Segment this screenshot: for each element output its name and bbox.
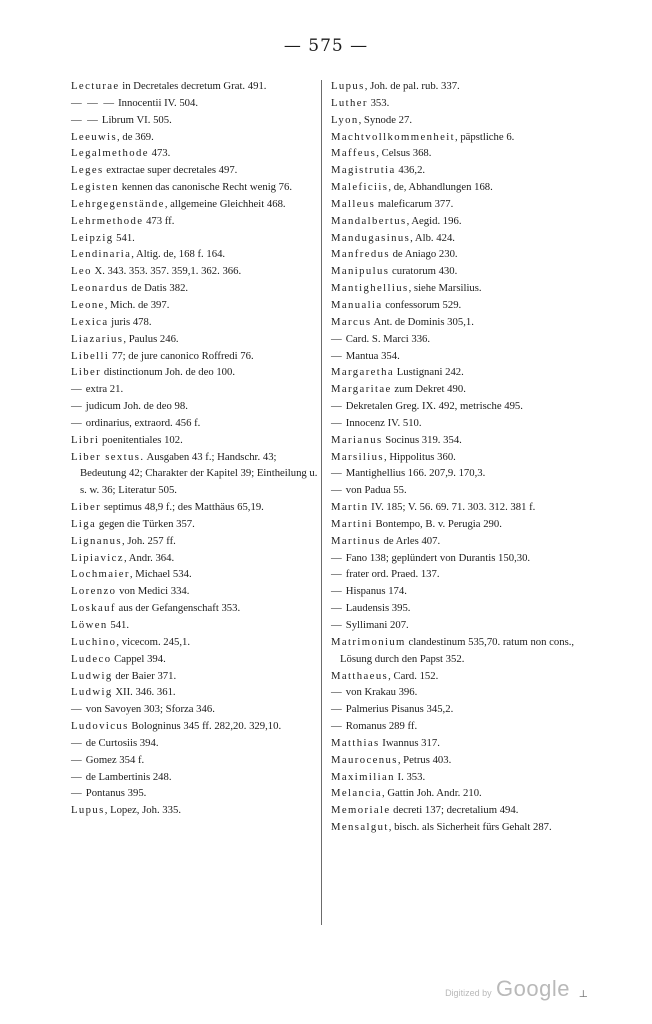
- entry-headword: — —: [71, 113, 100, 126]
- index-entry: [331, 213, 581, 230]
- entry-text: , Michael 534.: [129, 568, 192, 581]
- entry-headword: Matthias: [331, 736, 380, 749]
- entry-text: extra 21.: [83, 383, 124, 396]
- index-entry: [331, 230, 581, 247]
- entry-text: Lustignani 242.: [394, 366, 464, 379]
- entry-headword: Ludovicus: [71, 720, 129, 733]
- index-entry: [71, 145, 319, 162]
- index-entry: [71, 364, 319, 381]
- entry-headword: —: [331, 568, 344, 581]
- index-entry: [331, 129, 581, 146]
- index-entry: [331, 162, 581, 179]
- entry-text: distinctionum Joh. de deo 100.: [101, 366, 236, 379]
- index-entry: [71, 802, 319, 819]
- entry-text: confessorum 529.: [382, 298, 462, 311]
- entry-headword: —: [71, 703, 84, 716]
- entry-headword: Luchino: [71, 635, 117, 648]
- index-entry: [71, 246, 319, 263]
- entry-headword: Maurocenus: [331, 753, 398, 766]
- entry-text: , Aegid. 196.: [406, 214, 462, 227]
- right-index-column: [331, 78, 581, 836]
- entry-text: , Mich. de 397.: [104, 298, 170, 311]
- entry-headword: Margaretha: [331, 366, 395, 379]
- entry-headword: Leone: [71, 298, 105, 311]
- entry-headword: —: [331, 400, 344, 413]
- entry-headword: Liber: [71, 501, 102, 514]
- watermark-prefix: Digitized by: [445, 988, 492, 998]
- index-entry: [331, 583, 581, 600]
- entry-text: Librum VI. 505.: [99, 113, 172, 126]
- entry-text: 473.: [148, 147, 171, 160]
- index-entry: [331, 550, 581, 567]
- index-entry: [331, 364, 581, 381]
- entry-headword: Loskauf: [71, 602, 116, 615]
- index-entry: [331, 415, 581, 432]
- index-entry: [331, 432, 581, 449]
- entry-text: , Joh. 257 ff.: [121, 534, 176, 547]
- entry-text: , Paulus 246.: [123, 332, 179, 345]
- entry-headword: Liazarius: [71, 332, 124, 345]
- index-entry: [331, 499, 581, 516]
- entry-headword: Mandalbertus: [331, 214, 407, 227]
- entry-text: Ant. de Dominis 305,1.: [371, 315, 474, 328]
- entry-headword: —: [71, 383, 84, 396]
- index-entry: [331, 718, 581, 735]
- entry-headword: —: [331, 484, 344, 497]
- entry-text: extractae super decretales 497.: [103, 164, 238, 177]
- entry-headword: Maleficiis: [331, 181, 389, 194]
- entry-text: Bontempo, B. v. Perugia 290.: [372, 517, 502, 530]
- entry-headword: —: [331, 332, 344, 345]
- left-index-column: [71, 78, 319, 819]
- index-entry: [71, 112, 319, 129]
- entry-text: de Curtosiis 394.: [83, 736, 159, 749]
- index-entry: [71, 499, 319, 516]
- entry-headword: Liga: [71, 517, 97, 530]
- index-entry: [71, 179, 319, 196]
- entry-text: kennen das canonische Recht wenig 76.: [119, 181, 293, 194]
- entry-headword: Maffeus: [331, 147, 377, 160]
- entry-headword: —: [331, 619, 344, 631]
- entry-headword: Liber: [71, 366, 102, 379]
- index-entry: [331, 331, 581, 348]
- entry-text: Innocentii IV. 504.: [115, 96, 199, 109]
- entry-text: gegen die Türken 357.: [96, 517, 195, 530]
- index-entry: [331, 112, 581, 129]
- entry-headword: Leo: [71, 265, 92, 278]
- index-entry: [331, 769, 581, 786]
- entry-text: I. 353.: [394, 770, 426, 783]
- entry-headword: Matthaeus: [331, 669, 389, 682]
- entry-headword: Lehrgegenstände: [71, 197, 165, 210]
- index-entry: [71, 196, 319, 213]
- entry-text: judicum Joh. de deo 98.: [83, 400, 188, 413]
- corner-mark: ⊥: [578, 989, 588, 1000]
- index-entry: [71, 769, 319, 786]
- index-entry: [331, 516, 581, 533]
- entry-headword: —: [331, 686, 344, 699]
- entry-text: , bisch. als Sicherheit fürs Gehalt 287.: [388, 821, 552, 834]
- index-entry: [71, 735, 319, 752]
- entry-headword: Lignanus: [71, 534, 122, 547]
- index-entry: [71, 415, 319, 432]
- index-entry: [71, 617, 319, 634]
- index-entry: [331, 600, 581, 617]
- index-entry: [331, 634, 581, 668]
- index-entry: [71, 314, 319, 331]
- index-entry: [71, 331, 319, 348]
- entry-headword: Maximilian: [331, 770, 395, 783]
- google-logo: Google: [496, 976, 570, 1001]
- index-entry: [71, 752, 319, 769]
- index-entry: [71, 213, 319, 230]
- index-entry: [331, 684, 581, 701]
- entry-headword: Martini: [331, 517, 373, 530]
- index-entry: [71, 583, 319, 600]
- entry-text: von Savoyen 303; Sforza 346.: [83, 703, 215, 716]
- entry-headword: —: [71, 736, 84, 749]
- entry-headword: Lendinaria: [71, 248, 132, 261]
- entry-text: zum Dekret 490.: [391, 383, 466, 396]
- entry-headword: Manualia: [331, 298, 383, 311]
- index-entry: [331, 246, 581, 263]
- entry-headword: Marsilius: [331, 450, 384, 463]
- entry-headword: —: [71, 770, 84, 783]
- entry-text: ordinarius, extraord. 456 f.: [83, 416, 201, 429]
- index-entry: [331, 398, 581, 415]
- index-entry: [331, 482, 581, 499]
- entry-headword: Manipulus: [331, 265, 390, 278]
- entry-text: , Celsus 368.: [376, 147, 432, 160]
- entry-text: de Datis 382.: [128, 282, 189, 295]
- entry-text: Ausgaben 43 f.; Handschr. 43; Bedeutung 42; Charakter der Kapitel 39; Eintheilung u. s. w. 36; Literatur 505.: [80, 450, 318, 497]
- entry-headword: Lexica: [71, 315, 109, 328]
- index-entry: [71, 263, 319, 280]
- entry-headword: Malleus: [331, 197, 376, 210]
- entry-headword: Manfredus: [331, 248, 390, 261]
- entry-text: , Andr. 364.: [123, 551, 175, 564]
- entry-text: Fano 138; geplündert von Durantis 150,30.: [343, 551, 531, 564]
- entry-text: IV. 185; V. 56. 69. 71. 303. 312. 381 f.: [368, 501, 536, 514]
- entry-headword: Melancia: [331, 787, 382, 800]
- entry-headword: Lecturae: [71, 80, 120, 92]
- index-entry: [71, 651, 319, 668]
- index-entry: [331, 668, 581, 685]
- entry-text: 541.: [107, 619, 130, 631]
- digitized-by-watermark: [445, 976, 570, 1002]
- index-entry: [71, 398, 319, 415]
- entry-text: Card. S. Marci 336.: [343, 332, 431, 345]
- entry-headword: Magistrutia: [331, 164, 396, 177]
- entry-text: aus der Gefangenschaft 353.: [115, 602, 241, 615]
- index-entry: [331, 752, 581, 769]
- entry-text: 353.: [367, 96, 390, 109]
- entry-headword: Mantighellius: [331, 282, 409, 295]
- entry-text: in Decretales decretum Grat. 491.: [119, 80, 267, 92]
- index-entry: [71, 634, 319, 651]
- index-entry: [71, 785, 319, 802]
- index-entry: [71, 381, 319, 398]
- index-entry: [331, 95, 581, 112]
- entry-headword: Martin: [331, 501, 369, 514]
- entry-text: frater ord. Praed. 137.: [343, 568, 440, 581]
- entry-text: Syllimani 207.: [343, 619, 409, 631]
- entry-headword: Leipzig: [71, 231, 114, 244]
- entry-headword: Margaritae: [331, 383, 392, 396]
- entry-headword: Machtvollkommenheit: [331, 130, 455, 143]
- entry-text: Gomez 354 f.: [83, 753, 145, 766]
- entry-text: , Altig. de, 168 f. 164.: [131, 248, 226, 261]
- index-entry: [331, 179, 581, 196]
- entry-headword: Matrimonium: [331, 635, 406, 648]
- entry-text: Palmerius Pisanus 345,2.: [343, 703, 454, 716]
- index-entry: [71, 668, 319, 685]
- entry-headword: Marianus: [331, 433, 383, 446]
- entry-headword: Martinus: [331, 534, 381, 547]
- entry-text: Iwannus 317.: [379, 736, 440, 749]
- entry-headword: Lipiavicz: [71, 551, 124, 564]
- entry-text: Romanus 289 ff.: [343, 720, 418, 733]
- entry-headword: Marcus: [331, 315, 372, 328]
- entry-headword: —: [331, 720, 344, 733]
- entry-headword: Ludwig: [71, 686, 113, 699]
- entry-headword: Lochmaier: [71, 568, 130, 581]
- entry-headword: Lehrmethode: [71, 214, 144, 227]
- entry-headword: —: [331, 703, 344, 716]
- index-entry: [71, 230, 319, 247]
- entry-text: , Petrus 403.: [397, 753, 452, 766]
- entry-headword: —: [331, 349, 344, 362]
- entry-text: , de, Abhandlungen 168.: [388, 181, 493, 194]
- entry-headword: —: [331, 467, 344, 480]
- entry-headword: —: [71, 400, 84, 413]
- entry-text: , Joh. de pal. rub. 337.: [364, 80, 460, 92]
- index-entry: [71, 162, 319, 179]
- entry-text: 436,2.: [395, 164, 426, 177]
- page-number: — 575 —: [283, 36, 369, 56]
- entry-text: 541.: [113, 231, 135, 244]
- entry-headword: —: [331, 416, 344, 429]
- entry-headword: Leges: [71, 164, 104, 177]
- entry-text: XII. 346. 361.: [112, 686, 176, 699]
- entry-text: der Baier 371.: [112, 669, 177, 682]
- entry-text: Dekretalen Greg. IX. 492, metrische 495.: [343, 400, 523, 413]
- entry-text: , Gattin Joh. Andr. 210.: [381, 787, 482, 800]
- index-entry: [71, 297, 319, 314]
- entry-text: , de 369.: [117, 130, 154, 143]
- entry-text: Mantua 354.: [343, 349, 400, 362]
- entry-headword: Löwen: [71, 619, 108, 631]
- entry-headword: Memoriale: [331, 804, 391, 817]
- entry-headword: Libelli: [71, 349, 110, 362]
- entry-text: de Aniago 230.: [389, 248, 458, 261]
- index-entry: [331, 802, 581, 819]
- entry-headword: Ludwig: [71, 669, 113, 682]
- entry-headword: —: [331, 585, 344, 598]
- entry-text: , vicecom. 245,1.: [116, 635, 191, 648]
- index-entry: [331, 735, 581, 752]
- entry-text: decreti 137; decretalium 494.: [390, 804, 519, 817]
- entry-headword: Lupus: [331, 80, 365, 92]
- index-entry: [331, 566, 581, 583]
- index-entry: [331, 381, 581, 398]
- entry-headword: Lyon: [331, 113, 359, 126]
- index-entry: [71, 684, 319, 701]
- entry-text: , siehe Marsilius.: [408, 282, 482, 295]
- entry-text: maleficarum 377.: [375, 197, 454, 210]
- entry-headword: Libri: [71, 433, 100, 446]
- entry-text: 77; de jure canonico Roffredi 76.: [109, 349, 254, 362]
- index-entry: [331, 297, 581, 314]
- entry-headword: —: [331, 551, 344, 564]
- entry-headword: Leonardus: [71, 282, 129, 295]
- index-entry: [331, 314, 581, 331]
- entry-text: curatorum 430.: [389, 265, 458, 278]
- index-entry: [331, 196, 581, 213]
- entry-headword: Legisten: [71, 181, 120, 194]
- entry-text: de Arles 407.: [380, 534, 441, 547]
- index-entry: [71, 516, 319, 533]
- entry-text: Mantighellius 166. 207,9. 170,3.: [343, 467, 486, 480]
- entry-text: , Synode 27.: [358, 113, 413, 126]
- entry-headword: Ludeco: [71, 652, 112, 665]
- index-entry: [331, 533, 581, 550]
- entry-text: juris 478.: [108, 315, 152, 328]
- entry-text: septimus 48,9 f.; des Matthäus 65,19.: [101, 501, 264, 514]
- entry-text: de Lambertinis 248.: [83, 770, 172, 783]
- entry-text: Hispanus 174.: [343, 585, 407, 598]
- index-entry: [331, 701, 581, 718]
- entry-text: Innocenz IV. 510.: [343, 416, 422, 429]
- entry-text: , Alb. 424.: [410, 231, 455, 244]
- index-entry: [331, 145, 581, 162]
- entry-text: Laudensis 395.: [343, 602, 411, 615]
- entry-headword: Luther: [331, 96, 368, 109]
- entry-text: , Card. 152.: [388, 669, 439, 682]
- entry-text: Cappel 394.: [111, 652, 166, 665]
- entry-headword: Lorenzo: [71, 585, 117, 598]
- index-entry: [71, 701, 319, 718]
- index-entry: [331, 348, 581, 365]
- index-entry: [71, 129, 319, 146]
- index-entry: [331, 449, 581, 466]
- entry-text: clandestinum 535,70. ratum non cons., Lösung durch den Papst 352.: [340, 635, 575, 665]
- entry-text: 473 ff.: [143, 214, 175, 227]
- entry-headword: —: [71, 753, 84, 766]
- index-entry: [71, 566, 319, 583]
- entry-text: X. 343. 353. 357. 359,1. 362. 366.: [91, 265, 242, 278]
- index-entry: [71, 78, 319, 95]
- entry-headword: —: [71, 787, 84, 800]
- entry-headword: Liber sextus.: [71, 450, 145, 463]
- entry-headword: —: [331, 602, 344, 615]
- entry-text: Bologninus 345 ff. 282,20. 329,10.: [128, 720, 282, 733]
- index-entry: [331, 465, 581, 482]
- index-entry: [331, 785, 581, 802]
- index-entry: [71, 550, 319, 567]
- entry-text: poenitentiales 102.: [99, 433, 183, 446]
- index-entry: [331, 819, 581, 836]
- entry-text: von Krakau 396.: [343, 686, 418, 699]
- index-entry: [331, 78, 581, 95]
- index-entry: [331, 617, 581, 634]
- column-divider: [321, 80, 322, 925]
- index-entry: [71, 348, 319, 365]
- entry-text: , Lopez, Joh. 335.: [104, 804, 182, 817]
- index-entry: [71, 533, 319, 550]
- entry-text: Socinus 319. 354.: [382, 433, 462, 446]
- index-entry: [71, 600, 319, 617]
- index-entry: [71, 718, 319, 735]
- index-entry: [71, 280, 319, 297]
- index-entry: [71, 432, 319, 449]
- index-entry: [71, 449, 319, 500]
- entry-text: von Medici 334.: [116, 585, 190, 598]
- entry-headword: Mandugasinus: [331, 231, 411, 244]
- entry-headword: Legalmethode: [71, 147, 149, 160]
- entry-headword: Lupus: [71, 804, 105, 817]
- index-entry: [331, 280, 581, 297]
- entry-headword: Leeuwis: [71, 130, 118, 143]
- index-entry: [331, 263, 581, 280]
- entry-headword: Mensalgut: [331, 821, 389, 834]
- entry-headword: — — —: [71, 96, 116, 109]
- entry-headword: —: [71, 416, 84, 429]
- entry-text: , päpstliche 6.: [454, 130, 515, 143]
- index-entry: [71, 95, 319, 112]
- entry-text: , Hippolitus 360.: [383, 450, 456, 463]
- entry-text: , allgemeine Gleichheit 468.: [164, 197, 286, 210]
- entry-text: Pontanus 395.: [83, 787, 147, 800]
- entry-text: von Padua 55.: [343, 484, 407, 497]
